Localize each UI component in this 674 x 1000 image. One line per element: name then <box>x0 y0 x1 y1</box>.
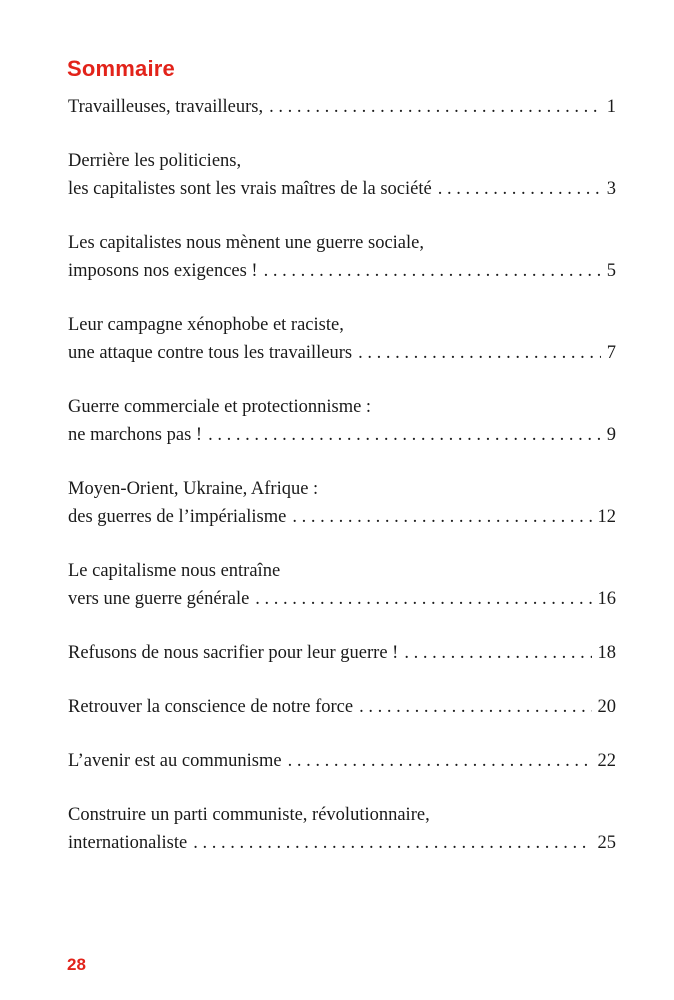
toc-entry[interactable] <box>68 557 616 613</box>
toc-entry-page: 9 <box>606 425 616 445</box>
toc-entry[interactable] <box>68 393 616 449</box>
toc-entry[interactable] <box>68 801 616 857</box>
toc-entry-page: 7 <box>606 343 616 363</box>
toc-entry-line: Le capitalisme nous entraîne <box>68 561 281 581</box>
dot-leader <box>358 339 601 367</box>
toc-entry-line: Moyen-Orient, Ukraine, Afrique : <box>68 479 319 499</box>
toc-entry-line: Construire un parti communiste, révolutionnaire, <box>68 805 430 825</box>
toc-entry-row <box>68 421 616 449</box>
toc-entry-page: 16 <box>597 589 616 609</box>
toc-entry[interactable] <box>68 639 616 667</box>
toc-entry-row <box>68 93 616 121</box>
toc-entry-line: ne marchons pas ! <box>68 425 203 445</box>
dot-leader <box>292 503 591 531</box>
toc-entry-row <box>68 257 616 285</box>
toc-entry-line: imposons nos exigences ! <box>68 261 258 281</box>
toc-entry-line: Leur campagne xénophobe et raciste, <box>68 315 344 335</box>
toc-entry[interactable] <box>68 747 616 775</box>
table-of-contents <box>68 85 616 857</box>
dot-leader <box>208 421 601 449</box>
toc-entry[interactable] <box>68 147 616 203</box>
toc-entry-row <box>68 829 616 857</box>
toc-entry-page: 25 <box>597 833 616 853</box>
toc-entry-line: Les capitalistes nous mènent une guerre sociale, <box>68 233 424 253</box>
toc-entry-row <box>68 175 616 203</box>
toc-entry-line: les capitalistes sont les vrais maîtres de la société <box>68 179 432 199</box>
toc-entry[interactable] <box>68 475 616 531</box>
toc-entry-line: Refusons de nous sacrifier pour leur guerre ! <box>68 643 399 663</box>
toc-entry-line: une attaque contre tous les travailleurs <box>68 343 353 363</box>
toc-entry-page: 3 <box>606 179 616 199</box>
dot-leader <box>404 639 591 667</box>
toc-entry-line: Retrouver la conscience de notre force <box>68 697 354 717</box>
toc-entry-row <box>68 585 616 613</box>
toc-entry-row <box>68 639 616 667</box>
page-number: 28 <box>67 955 86 974</box>
toc-entry-row <box>68 747 616 775</box>
toc-entry-row <box>68 339 616 367</box>
toc-entry[interactable] <box>68 93 616 121</box>
toc-title: Sommaire <box>67 56 175 81</box>
toc-entry-line: Guerre commerciale et protectionnisme : <box>68 397 372 417</box>
toc-entry-row <box>68 503 616 531</box>
dot-leader <box>288 747 592 775</box>
toc-entry-page: 18 <box>597 643 616 663</box>
dot-leader <box>193 829 591 857</box>
toc-entry-line: internationaliste <box>68 833 188 853</box>
toc-entry-page: 20 <box>597 697 616 717</box>
toc-entry-line: Derrière les politiciens, <box>68 151 242 171</box>
toc-entry-page: 1 <box>606 97 616 117</box>
toc-entry-row <box>68 693 616 721</box>
toc-entry-line: L’avenir est au communisme <box>68 751 282 771</box>
toc-entry-page: 12 <box>597 507 616 527</box>
toc-entry-line: vers une guerre générale <box>68 589 250 609</box>
dot-leader <box>264 257 601 285</box>
dot-leader <box>438 175 601 203</box>
toc-entry-page: 5 <box>606 261 616 281</box>
dot-leader <box>269 93 601 121</box>
dot-leader <box>255 585 591 613</box>
dot-leader <box>359 693 591 721</box>
toc-entry-line: des guerres de l’impérialisme <box>68 507 287 527</box>
toc-entry-line: Travailleuses, travailleurs, <box>68 97 264 117</box>
toc-entry[interactable] <box>68 311 616 367</box>
toc-entry[interactable] <box>68 229 616 285</box>
toc-entry-page: 22 <box>597 751 616 771</box>
toc-entry[interactable] <box>68 693 616 721</box>
